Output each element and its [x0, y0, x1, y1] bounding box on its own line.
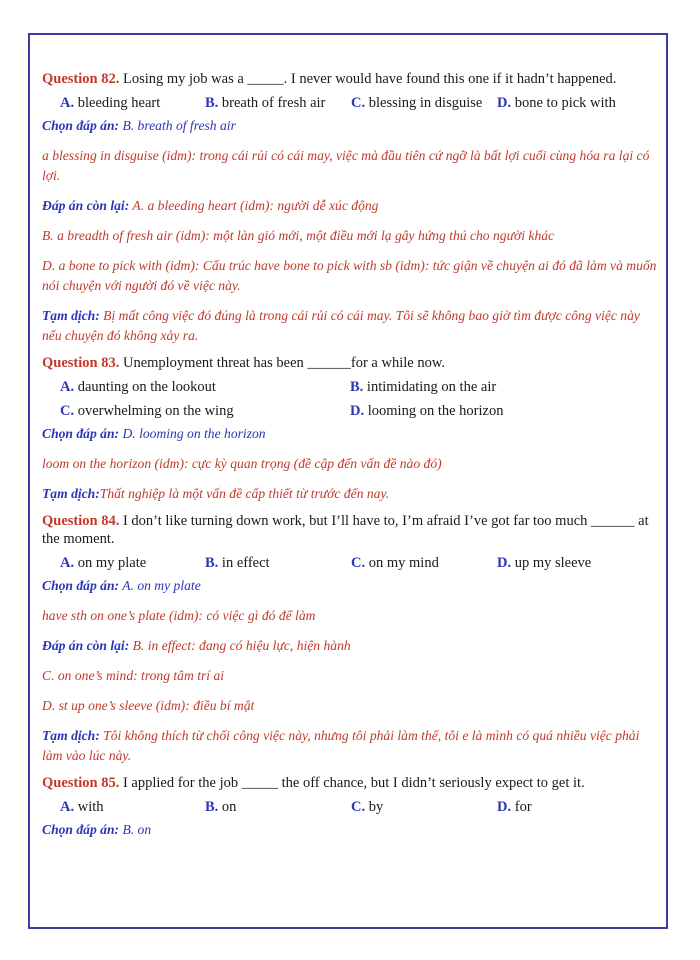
- page-content: [42, 70, 662, 840]
- translation-84: Tạm dịch: Tôi không thích từ chối công việc này, nhưng tôi phải làm thế, tôi e là mình có quá nhiều việc phải làm vào lúc này.: [42, 728, 640, 763]
- option-b: B. in effect: [205, 555, 270, 571]
- translation-83: Tạm dịch:Thất nghiệp là một vấn đề cấp thiết từ trước đến nay.: [42, 486, 390, 501]
- option-c: C. on my mind: [351, 555, 439, 571]
- option-c: C. overwhelming on the wing: [60, 403, 234, 419]
- option-c: C. by: [351, 799, 384, 815]
- other-c-84: C. on one’s mind: trong tâm trí ai: [42, 668, 225, 683]
- translation-82: Tạm dịch: Bị mất công việc đó đúng là trong cái rủi có cái may. Tôi sẽ không bao giờ tìm được công việc này nếu chuyện đó không xảy ra.: [42, 308, 640, 343]
- options-83-row2: [42, 402, 662, 420]
- option-a: A. bleeding heart: [60, 95, 161, 111]
- other-answers-82: Đáp án còn lại: A. a bleeding heart (idm): người dễ xúc động: [42, 198, 379, 213]
- explanation-84: have sth on one’s plate (idm): có việc gì đó để làm: [42, 608, 316, 623]
- option-d: D. for: [497, 799, 532, 815]
- other-d-82: D. a bone to pick with (idm): Cấu trúc have bone to pick with sb (idm): tức giận về chuyện ai đó đã làm và muốn nói chuyện với người đó về việc này.: [42, 258, 657, 293]
- question-83: Question 83. Unemployment threat has been ______for a while now.: [42, 355, 445, 371]
- other-b-82: B. a breadth of fresh air (idm): một làn gió mới, một điều mới lạ gây hứng thú cho người khác: [42, 228, 555, 243]
- option-d: D. bone to pick with: [497, 95, 616, 111]
- answer-84: Chọn đáp án: A. on my plate: [42, 578, 201, 593]
- option-a: A. on my plate: [60, 555, 147, 571]
- option-a: A. daunting on the lookout: [60, 379, 216, 395]
- explanation-82: a blessing in disguise (idm): trong cái rủi có cái may, việc mà đầu tiên cứ ngỡ là bất lợi cuối cùng hóa ra lại có lợi.: [42, 148, 650, 183]
- option-b: B. breath of fresh air: [205, 95, 326, 111]
- options-82: [42, 94, 662, 112]
- option-d: D. looming on the horizon: [350, 403, 504, 419]
- explanation-83: loom on the horizon (idm): cực kỳ quan trọng (đề cập đến vấn đề nào đó): [42, 456, 442, 471]
- question-85: Question 85. I applied for the job _____ the off chance, but I didn’t seriously expect to get it.: [42, 775, 585, 791]
- answer-85: Chọn đáp án: B. on: [42, 822, 152, 837]
- option-b: B. intimidating on the air: [350, 379, 497, 395]
- options-84: [42, 554, 662, 572]
- options-83: [42, 378, 662, 396]
- question-number: Question 82.: [42, 71, 120, 87]
- option-b: B. on: [205, 799, 237, 815]
- other-answers-84: Đáp án còn lại: B. in effect: đang có hiệu lực, hiện hành: [42, 638, 351, 653]
- answer-82: Chọn đáp án: B. breath of fresh air: [42, 118, 236, 133]
- options-85: [42, 798, 662, 816]
- question-84: Question 84. I don’t like turning down work, but I’ll have to, I’m afraid I’ve got far too much ______ at the moment.: [42, 513, 649, 547]
- question-text: Losing my job was a _____. I never would have found this one if it hadn’t happened.: [119, 71, 617, 87]
- option-a: A. with: [60, 799, 104, 815]
- option-c: C. blessing in disguise: [351, 95, 483, 111]
- question-82: [42, 70, 662, 88]
- option-d: D. up my sleeve: [497, 555, 592, 571]
- answer-83: Chọn đáp án: D. looming on the horizon: [42, 426, 266, 441]
- other-d-84: D. st up one’s sleeve (idm): điều bí mật: [42, 698, 255, 713]
